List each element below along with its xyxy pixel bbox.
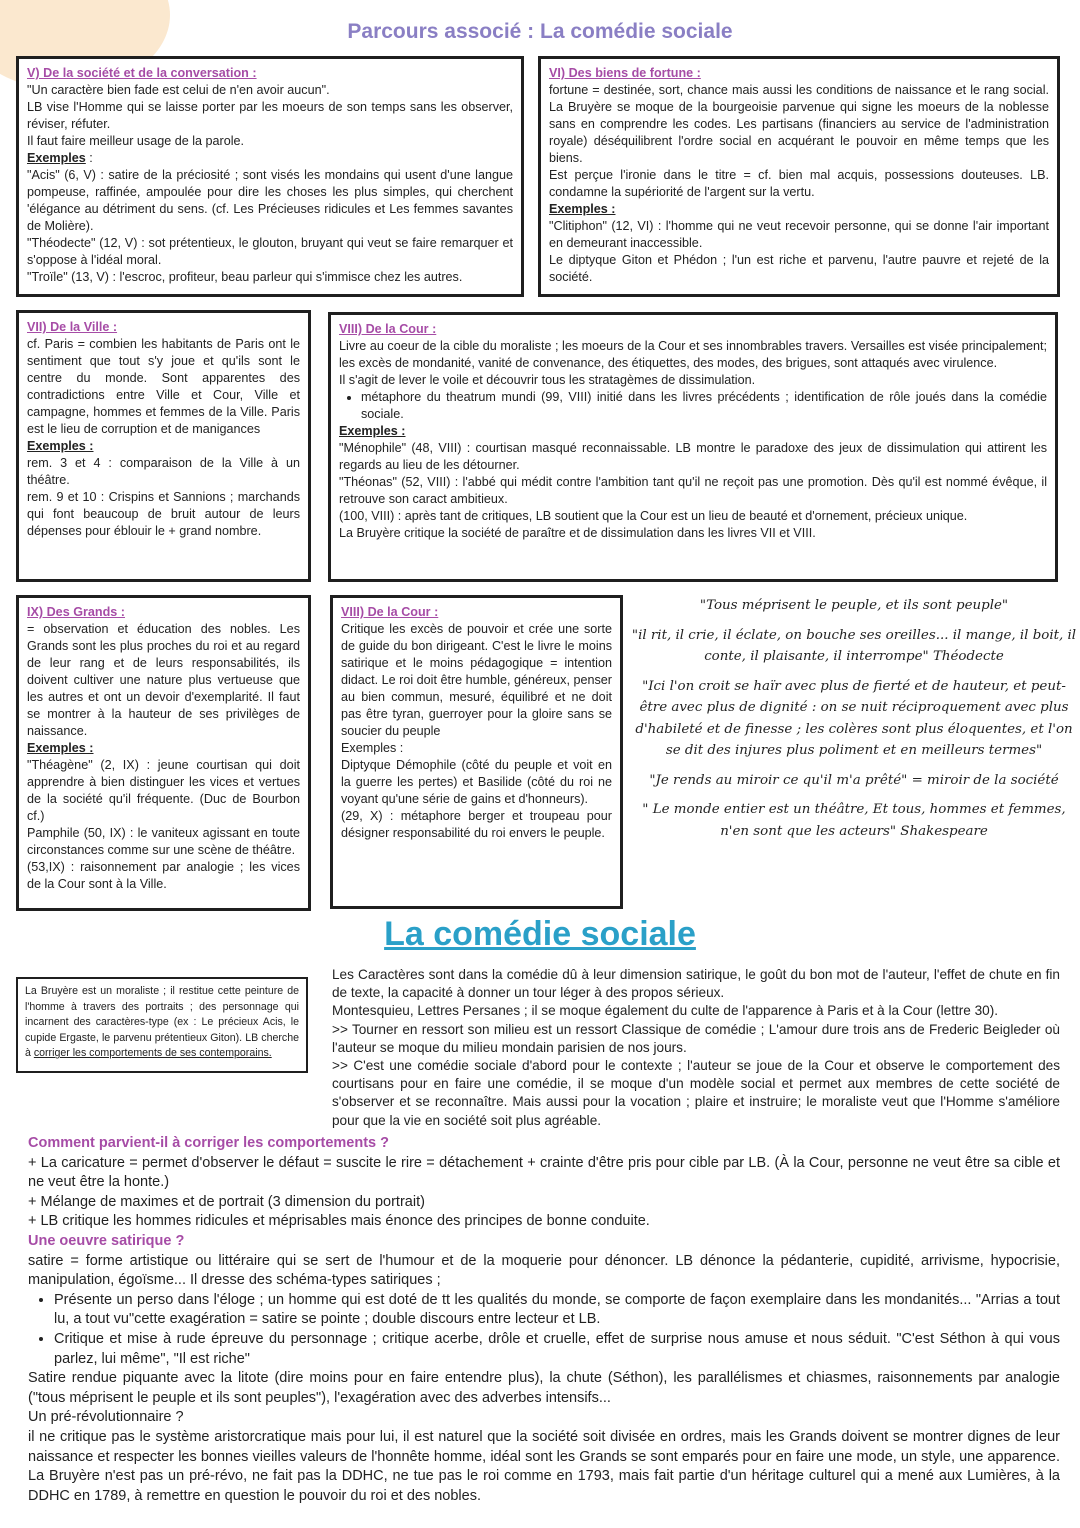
box-heading: V) De la société et de la conversation : bbox=[27, 66, 257, 80]
page-title: Parcours associé : La comédie sociale bbox=[347, 20, 733, 43]
box-text: Il s'agit de lever le voile et découvrir tous les stratagèmes de dissimulation. bbox=[339, 373, 756, 387]
intro-text bbox=[332, 966, 1060, 1130]
example-item: Diptyque Démophile (côté du peuple et voit en la guerre les pertes) et Basilide (côté du roi ne voyant qu'une série de gains et d'honneurs). bbox=[341, 758, 612, 806]
quote: "Ici l'on croit se haïr avec plus de fierté et de hauteur, et peut-être avec plus de dignité : on se nuit réciproquement avec plus d'habileté et de finesse ; les colères sont plus éloquentes, et l'on se dit des injures plus poliment et en meilleurs termes" bbox=[635, 678, 1073, 758]
example-item: "Théagène" (2, IX) : jeune courtisan qui doit apprendre à bien distinguer les vices et vertues de la société qu'il fréquente. (Duc de Bourbon cf.) bbox=[27, 758, 300, 823]
box-heading: VIII) De la Cour : bbox=[339, 322, 437, 336]
analysis-line: Satire rendue piquante avec la litote (dire moins pour en faire entendre plus), la chute (Séthon), les parallélismes et chiasmes, raisonnements par analogie ("tous méprisent le peuple et ils sont peuples"), l'exagération avec des adverbes intensifs... bbox=[28, 1370, 1060, 1406]
example-item: La Bruyère critique la société de paraître et de dissimulation dans les livres VII et VIII. bbox=[339, 526, 816, 540]
quote: "Tous méprisent le peuple, et ils sont peuple" bbox=[699, 598, 1009, 613]
box-line: Est perçue l'ironie dans le titre = cf. bien mal acquis, possessions douteuses. LB. condamne la supériorité de l'argent sur la vertu. bbox=[549, 168, 1049, 199]
examples-label: Exemples : bbox=[339, 424, 406, 438]
summary-text: La Bruyère est un moraliste ; il restitue cette peinture de l'homme à travers des portraits ; des personnage qui incarnent des caractères-type (ex : Le précieux Acis, le cupide Ergaste, le parvenu prétentieux Giton). LB cherche à bbox=[25, 985, 299, 1060]
section-title: La comédie sociale bbox=[384, 915, 696, 953]
intro-paragraph: Les Caractères sont dans la comédie dû à leur dimension satirique, le goût du bon mot de l'auteur, l'effet de chute en fin de texte, la capacité à donner un tour léger à des propos sérieux. bbox=[332, 967, 1060, 1001]
bullet-item: • Critique et mise à rude épreuve du personnage ; critique acerbe, drôle et cruelle, effet de surprise nous amuse et nous séduit. "C'est Séthon à qui vous parlez, lui même", "Il est riche" bbox=[54, 1330, 1060, 1369]
summary-box bbox=[16, 977, 308, 1073]
examples-label: Exemples : bbox=[549, 202, 616, 216]
analysis-line: + Mélange de maximes et de portrait (3 dimension du portrait) bbox=[28, 1193, 425, 1210]
example-item: rem. 9 et 10 : Crispins et Sannions ; marchands qui font beaucoup de bruit autour de leurs dépenses pour éblouir le + grand nombre. bbox=[27, 490, 300, 538]
box-heading: VIII) De la Cour : bbox=[341, 605, 439, 619]
subheading: Comment parvient-il à corriger les comportements ? bbox=[28, 1135, 389, 1151]
quotes-column bbox=[630, 595, 1078, 850]
examples-label: Exemples : bbox=[341, 741, 404, 755]
box-heading: IX) Des Grands : bbox=[27, 605, 125, 619]
box-societe-conversation: V) De la société et de la conversation : "Un caractère bien fade est celui de n'en avoir aucun". LB vise l'Homme qui se laisse porter par les moeurs de son temps sans les observer, réviser, réfuter. Il faut faire meilleur usage de la parole. Exemples : "Acis" (6, V) : satire de la préciosité ; sont visés les mondains qui usent d'une langue pompeuse, raffinée, ampoulée pour dire les choses les plus simples, qui cherchent 'élégance au détriment du sens. (cf. Les Précieuses ridicules et Les femmes savantes de Molière). "Théodecte" (12, V) : sot prétentieux, le glouton, bruyant qui veut se faire remarquer et s'oppose à l'idéal moral. "Troïle" (13, V) : l'escroc, profiteur, beau parleur qui s'immisce chez les autres. bbox=[16, 56, 524, 297]
box-cour-secondary bbox=[330, 595, 623, 909]
examples-label: Exemples : bbox=[27, 439, 94, 453]
example-item: "Acis" (6, V) : satire de la préciosité ; sont visés les mondains qui usent d'une langue pompeuse, raffinée, ampoulée pour dire les choses les plus simples, qui cherchent 'élégance au détriment du sens. (cf. Les Précieuses ridicules et Les femmes savantes de Molière). bbox=[27, 168, 513, 233]
example-item: "Théonas" (52, VIII) : l'abbé qui médit contre l'ambition tant qu'il ne reçoit pas une promotion. Dès qu'il est nommé évêque, il retrouve son caract ambitieux. bbox=[339, 475, 1047, 506]
box-line: Il faut faire meilleur usage de la parole. bbox=[27, 134, 245, 148]
intro-paragraph: >> Tourner en ressort son milieu est un ressort Classique de comédie ; L'amour dure trois ans de Frederic Beigleder où l'auteur se moque du milieu mondain parisien de nos jours. bbox=[332, 1021, 1060, 1055]
analysis-section bbox=[28, 1134, 1060, 1506]
box-text: cf. Paris = combien les habitants de Paris ont le sentiment que tout s'y joue et qu'ils sont le centre du monde. Sont apparentes des contradictions entre Ville et Cour, Ville et campagne, hommes et femmes de la Ville. Paris est le lieu de corruption et de manigances bbox=[27, 337, 300, 436]
example-item: rem. 3 et 4 : comparaison de la Ville à un théâtre. bbox=[27, 456, 300, 487]
analysis-line: + La caricature = permet d'observer le défaut = suscite le rire = détachement + crainte d'être pris pour cible par LB. (À la Cour, personne ne veut être sa cible et ne veut être la honte.) bbox=[28, 1154, 1060, 1191]
box-heading: VI) Des biens de fortune : bbox=[549, 66, 701, 80]
quote: "il rit, il crie, il éclate, on bouche ses oreilles... il mange, il boit, il conte, il plaisante, il interrompe" Théodecte bbox=[631, 627, 1077, 664]
box-text: = observation et éducation des nobles. Les Grands sont les plus proches du roi et au regard de leur rang et de leurs responsabilités, ils doivent cultiver une nature plus vertueuse que les autres et ont un devoir d'exemplarité. Il faut se montrer à la hauteur de ses privilèges de naissance. bbox=[27, 622, 300, 738]
subheading: Une oeuvre satirique ? bbox=[28, 1232, 185, 1249]
bullet-item: • Présente un perso dans l'éloge ; un homme qui est doté de tt les qualités du monde, se comporte de façon exemplaire dans les mondanités... "Arrias a tout lu, a tout vu"cette exagération = satire se pointe ; double discours entre lecteur et LB. bbox=[54, 1291, 1060, 1330]
box-grands bbox=[16, 595, 311, 911]
intro-paragraph: >> C'est une comédie sociale d'abord pour le contexte ; l'auteur se joue de la Cour et observe le comportement des courtisans pour en faire une comédie, il se moque d'un modèle social et permet aux membres de cette société de s'observer et se reconnaître. Mais aussi pour la vocation ; plaire et instruire; le moraliste veut que l'Homme s'améliore pour que la vie en société soit plus agréable. bbox=[332, 1058, 1060, 1128]
example-item: "Clitiphon" (12, VI) : l'homme qui ne veut recevoir personne, qui se donne l'air important en demeurant inaccessible. bbox=[549, 219, 1049, 250]
summary-underlined: corriger les comportements de ses contemporains. bbox=[33, 1047, 272, 1060]
example-item: (29, X) : métaphore berger et troupeau pour désigner responsabilité du roi envers le peuple. bbox=[341, 809, 612, 840]
quote: "Je rends au miroir ce qu'il m'a prêté" = miroir de la société bbox=[649, 772, 1059, 788]
box-line: fortune = destinée, sort, chance mais aussi les conditions de naissance et le rang social. La Bruyère se moque de la bourgeoisie parvenue qui signe les moeurs de la noblesse sans en comprendre les codes. Les partisans (financiers au service de l'administration royale) déséquilibrent l'ordre social en acquérant le pouvoir en même temps que les biens. bbox=[549, 83, 1049, 165]
example-item: (53,IX) : raisonnement par analogie ; les vices de la Cour sont à la Ville. bbox=[27, 860, 300, 891]
example-item: (100, VIII) : après tant de critiques, LB soutient que la Cour est un lieu de beauté et d'ornement, précieux unique. bbox=[339, 509, 968, 523]
examples-label: Exemples bbox=[27, 151, 86, 165]
box-cour-main bbox=[328, 312, 1058, 582]
example-item: "Théodecte" (12, V) : sot prétentieux, le glouton, bruyant qui veut se faire remarquer et s'oppose à l'idéal moral. bbox=[27, 236, 513, 267]
box-biens-fortune bbox=[538, 56, 1060, 297]
example-item: "Ménophile" (48, VIII) : courtisan masqué reconnaissable. LB montre le paradoxe des jeux de dissimulation qui attirent les regards au lieu de les détourner. bbox=[339, 441, 1047, 472]
analysis-line: il ne critique pas le système aristorcratique mais pour lui, il est naturel que la société soit divisée en ordres, mais les Grands doivent se montrer dignes de leur naissance et respecter les bonnes vieilles valeurs de l'honnête homme, idéal sont les Grands se sont emparés pour en faire une mode, un style, une apparence. La Bruyère n'est pas un pré-révo, ne fait pas la DDHC, ne tue pas le roi comme en 1793, mais fait partie d'un héritage culturel qui a mené aux Lumières, à la DDHC en 1789, à remettre en question le pouvoir du roi et des nobles. bbox=[28, 1428, 1060, 1504]
example-item: Le diptyque Giton et Phédon ; l'un est riche et parvenu, l'autre pauvre et rejeté de la société. bbox=[549, 253, 1049, 284]
bullet-item: • métaphore du theatrum mundi (99, VIII) initié dans les livres précédents ; identification de rôle joués dans la comédie sociale. bbox=[361, 389, 1047, 423]
box-ville bbox=[16, 310, 311, 582]
box-line: "Un caractère bien fade est celui de n'en avoir aucun". bbox=[27, 83, 330, 97]
example-item: Pamphile (50, IX) : le vaniteux agissant en toute circonstances comme sur une scène de théâtre. bbox=[27, 826, 300, 857]
box-heading: VII) De la Ville : bbox=[27, 320, 118, 334]
quote: " Le monde entier est un théâtre, Et tous, hommes et femmes, n'en sont que les acteurs" Shakespeare bbox=[642, 802, 1066, 839]
subheading-plain: Un pré-révolutionnaire ? bbox=[28, 1409, 184, 1426]
analysis-line: satire = forme artistique ou littéraire qui se sert de l'humour et de la moquerie pour dénoncer. LB dénonce la pédanterie, cupidité, arrivisme, hypocrisie, manipulation, égoïsme... Il dresse des schéma-types satiriques ; bbox=[28, 1252, 1060, 1289]
examples-label: Exemples : bbox=[27, 741, 94, 755]
box-text: Critique les excès de pouvoir et crée une sorte de guide du bon dirigeant. C'est le livre le moins satirique et le moins pédagogique = intention didact. Le roi doit être humble, généreux, penser au bien commun, mesuré, équilibré et ne doit pas être tyran, guerroyer pour la gloire sans se soucier du peuple bbox=[341, 622, 612, 738]
example-item: "Troïle" (13, V) : l'escroc, profiteur, beau parleur qui s'immisce chez les autres. bbox=[27, 270, 463, 284]
box-text: Livre au coeur de la cible du moraliste ; les moeurs de la Cour et ses innombrables travers. Versailles est visée principalement; les excès de mondanité, vanité de convenance, des étiquettes, des modes, des brigues, sont attaqués avec virulence. bbox=[339, 339, 1047, 370]
intro-paragraph: Montesquieu, Lettres Persanes ; il se moque également du culte de l'apparence à Paris et à la Cour (lettre 30). bbox=[332, 1003, 999, 1019]
analysis-line: + LB critique les hommes ridicules et méprisables mais énonce des principes de bonne conduite. bbox=[28, 1213, 650, 1230]
box-line: LB vise l'Homme qui se laisse porter par les moeurs de son temps sans les observer, réviser, réfuter. bbox=[27, 100, 513, 131]
